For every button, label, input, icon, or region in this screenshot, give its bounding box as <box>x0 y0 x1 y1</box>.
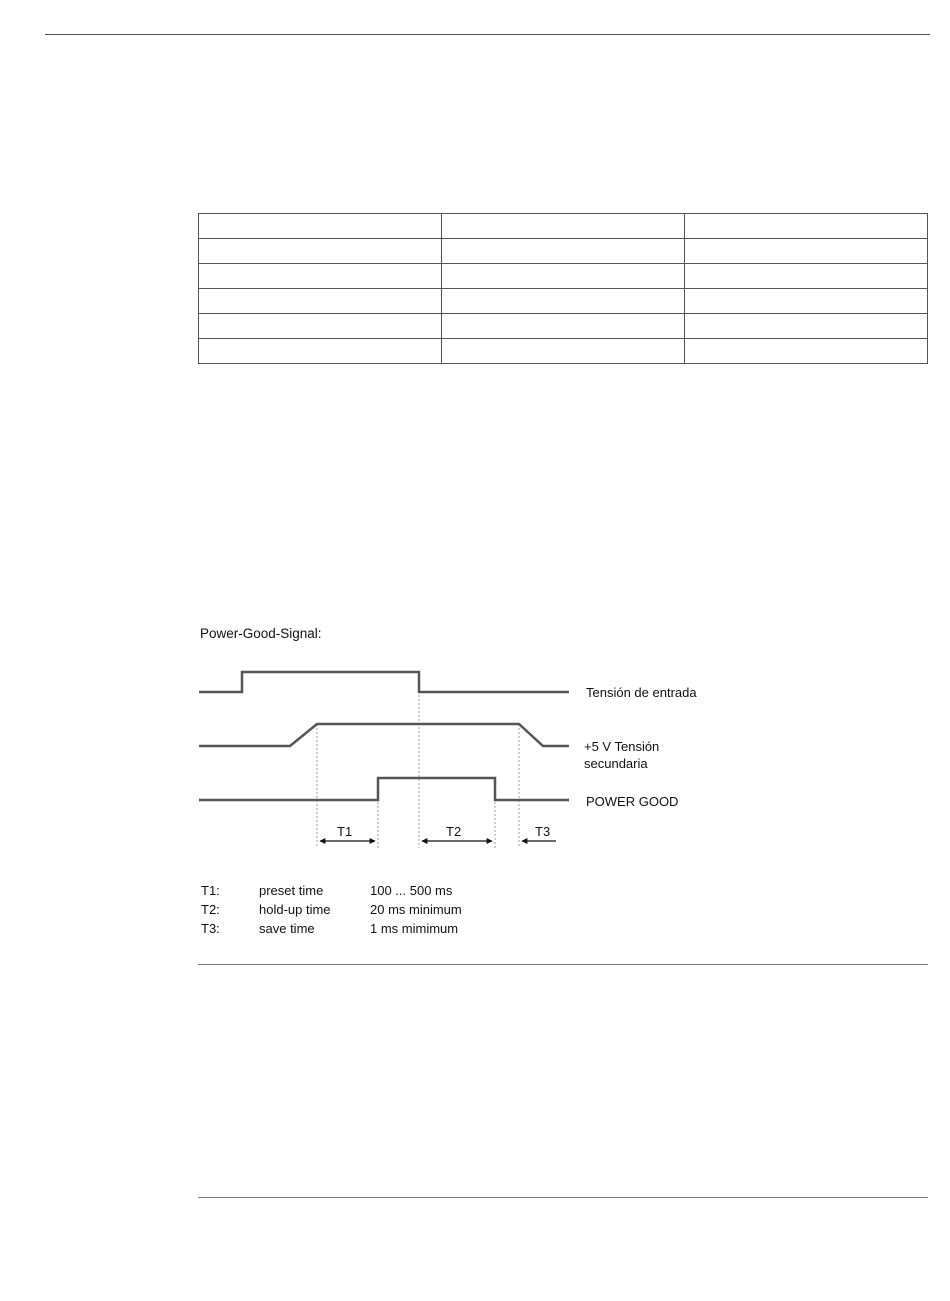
table-cell <box>685 289 928 314</box>
table-cell <box>199 264 442 289</box>
legend-key: T3: <box>201 921 220 936</box>
t2-label: T2 <box>446 824 462 839</box>
header-rule <box>45 34 930 35</box>
table-cell <box>685 264 928 289</box>
table-cell <box>442 214 685 239</box>
table-cell <box>442 239 685 264</box>
table-cell <box>199 339 442 364</box>
legend-key: T1: <box>201 883 220 898</box>
legend-name: save time <box>259 921 315 936</box>
secondary-voltage-waveform <box>199 724 569 746</box>
input-voltage-waveform <box>199 672 569 692</box>
legend-value: 20 ms minimum <box>370 902 462 917</box>
table-cell <box>685 214 928 239</box>
footer-rule <box>198 1197 928 1198</box>
t3-label: T3 <box>535 824 551 839</box>
table-cell <box>199 289 442 314</box>
spec-table <box>198 213 928 364</box>
t1-label: T1 <box>337 824 353 839</box>
table-cell <box>442 264 685 289</box>
table-cell <box>685 239 928 264</box>
table-cell <box>685 314 928 339</box>
table-cell <box>199 214 442 239</box>
section-rule <box>198 964 928 965</box>
secondary-voltage-label-line1: +5 V Tensión <box>584 739 660 754</box>
table-cell <box>442 289 685 314</box>
table-row <box>199 264 928 289</box>
table-row <box>199 239 928 264</box>
table-cell <box>199 314 442 339</box>
power-good-waveform <box>199 778 569 800</box>
table-row <box>199 314 928 339</box>
table-cell <box>199 239 442 264</box>
legend-name: preset time <box>259 883 324 898</box>
legend-key: T2: <box>201 902 220 917</box>
table-row <box>199 339 928 364</box>
secondary-voltage-label-line2: secundaria <box>584 756 648 771</box>
table-cell <box>442 339 685 364</box>
table-cell <box>685 339 928 364</box>
power-good-label: POWER GOOD <box>586 794 679 809</box>
legend-value: 1 ms mimimum <box>370 921 459 936</box>
table-row <box>199 214 928 239</box>
input-voltage-label: Tensión de entrada <box>586 685 697 700</box>
legend-name: hold-up time <box>259 902 331 917</box>
table-row <box>199 289 928 314</box>
figure-title: Power-Good-Signal: <box>200 626 322 641</box>
legend-value: 100 ... 500 ms <box>370 883 453 898</box>
table-cell <box>442 314 685 339</box>
